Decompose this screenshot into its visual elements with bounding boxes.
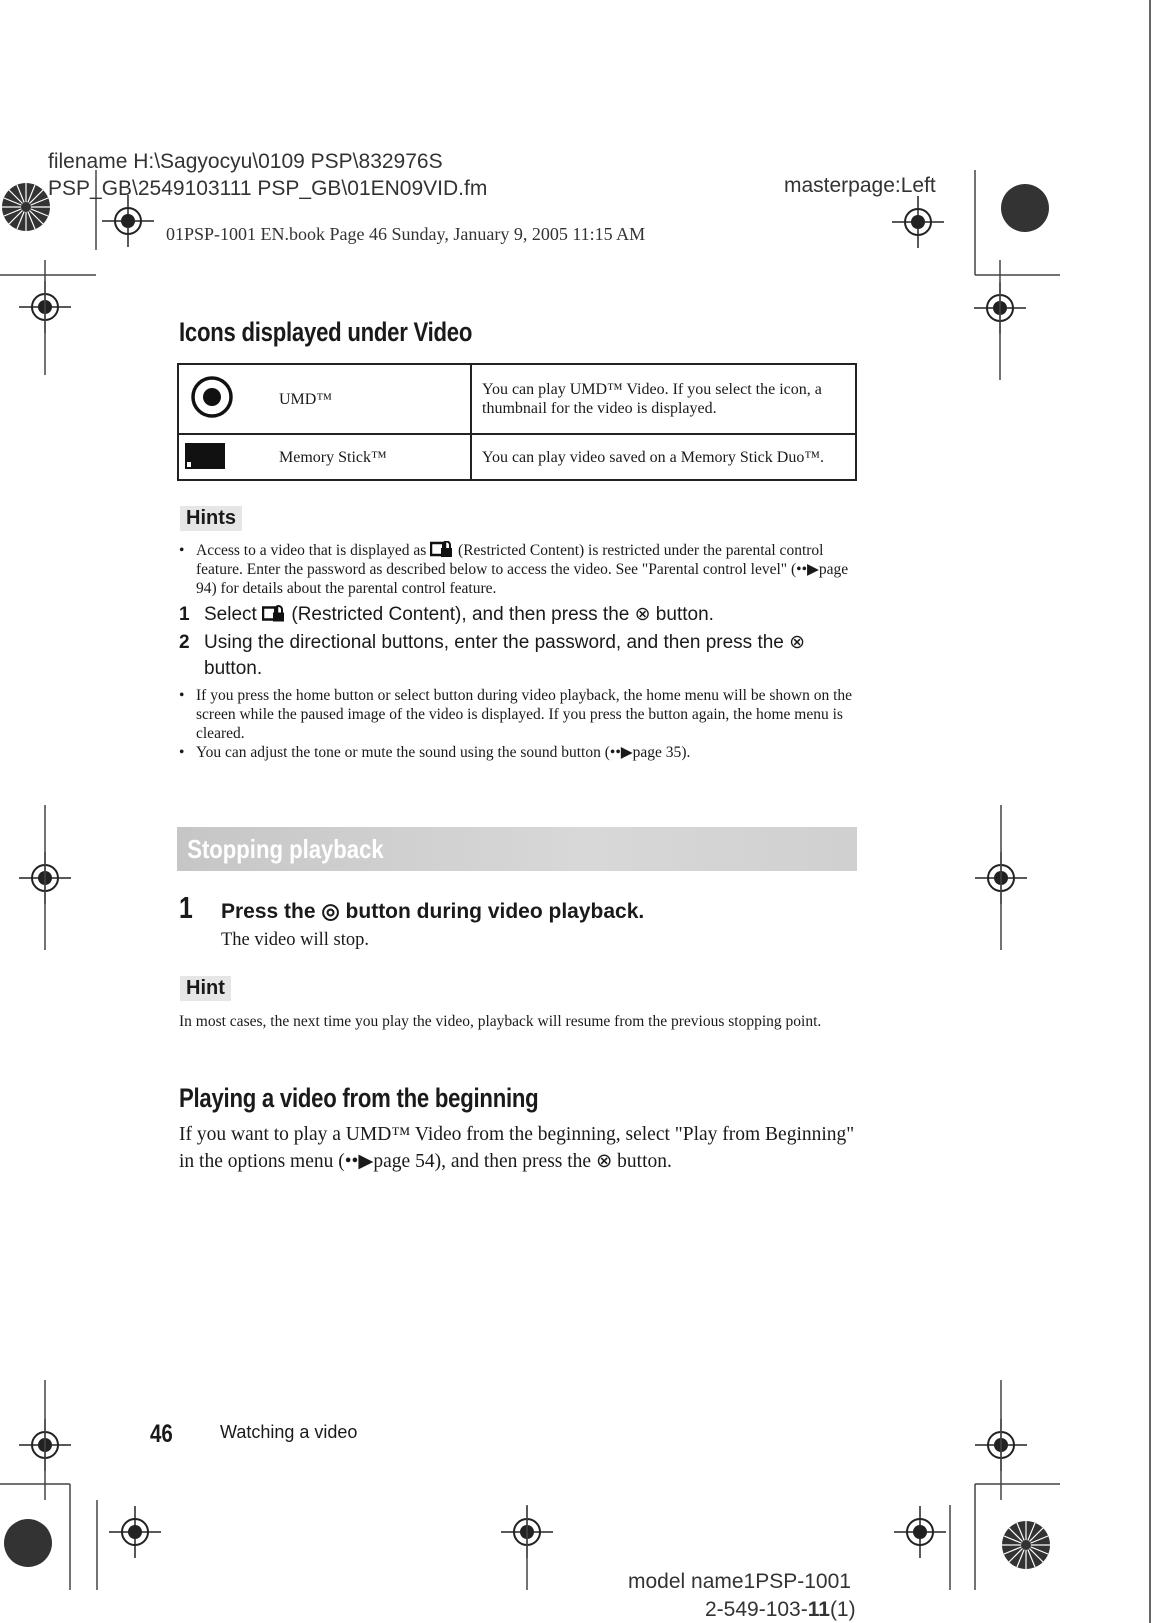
icon-name-cell: UMD™	[245, 364, 471, 434]
hint-text: ) for details about the parental control feature.	[211, 580, 497, 597]
page-number: 46	[150, 1420, 173, 1448]
hints-block	[179, 541, 859, 762]
hint-tag: Hint	[180, 976, 231, 1001]
icon-cell	[178, 434, 245, 480]
list-item	[179, 541, 859, 598]
restricted-content-icon	[262, 605, 286, 622]
hint-text: You can adjust the tone or mute the sound using the sound button (	[196, 744, 610, 761]
table-row	[178, 364, 856, 434]
step-number: 2	[179, 632, 190, 653]
icon-description-cell: You can play video saved on a Memory Stick Duo™.	[471, 434, 856, 480]
memory-stick-icon	[185, 440, 225, 470]
page-reference: page 54	[373, 1151, 435, 1172]
registration-sunburst-icon	[1002, 1521, 1050, 1569]
step-number: 1	[179, 890, 193, 925]
registration-dot-icon	[4, 1519, 52, 1567]
icon-description-cell: You can play UMD™ Video. If you select the icon, a thumbnail for the video is displayed.	[471, 364, 856, 434]
hints-tag: Hints	[180, 506, 242, 531]
stopping-hint-text: In most cases, the next time you play the video, playback will resume from the previous stopping point.	[179, 1013, 822, 1030]
umd-disc-icon	[190, 375, 234, 419]
restricted-content-icon	[430, 541, 454, 557]
icon-cell	[178, 364, 245, 434]
registration-sunburst-icon	[2, 183, 50, 231]
code-prefix: 2-549-103-	[705, 1598, 808, 1621]
book-info-line: 01PSP-1001 EN.book Page 46 Sunday, January 9, 2005 11:15 AM	[166, 224, 646, 244]
section-title-icons: Icons displayed under Video	[179, 317, 473, 347]
filename-line-1: filename H:\Sagyocyu\0109 PSP\832976S	[48, 150, 443, 173]
paragraph-text: ), and then press the ⊗ button.	[434, 1151, 672, 1172]
step-number: 1	[179, 604, 190, 625]
stopping-step-result: The video will stop.	[221, 930, 369, 950]
table-row	[178, 434, 856, 480]
stopping-step-text: Press the ◎ button during video playback.	[221, 900, 645, 923]
hints-list-2	[179, 686, 859, 762]
list-item: • If you press the home button or select button during video playback, the home menu will be shown on the screen while the paused image of the video is displayed. If you press the button again, the home menu is cleared.	[179, 686, 859, 743]
icons-table	[177, 363, 857, 481]
hint-step-2	[179, 630, 859, 682]
registration-crosshair-icon	[109, 1506, 161, 1558]
hint-text: (Restricted Content) is restricted under the parental control feature. Enter the password as described below to access the video. See "Parental control level" (	[196, 542, 824, 578]
banner-title: Stopping playback	[187, 834, 384, 864]
hint-text: Access to a video that is displayed as	[196, 542, 427, 559]
paragraph-text: If you want to play a UMD™ Video from the beginning, select "Play from Beginning" in the options menu (	[179, 1124, 855, 1172]
filename-line-2: PSP_GB\2549103111 PSP_GB\01EN09VID.fm	[48, 177, 488, 200]
hint-label	[180, 976, 231, 1001]
hints-list	[179, 541, 859, 598]
playing-paragraph	[179, 1121, 859, 1175]
code-bold: 11	[807, 1598, 830, 1621]
masterpage-label: masterpage:Left	[784, 174, 936, 197]
registration-crosshair-icon	[102, 195, 154, 247]
stopping-playback-banner	[177, 827, 857, 871]
registration-crosshair-icon	[892, 196, 944, 248]
step-text: Select	[204, 604, 257, 625]
page-arrow-icon: ••▶	[344, 1151, 374, 1172]
hint-step-1	[179, 602, 859, 628]
model-name: model name1PSP-1001	[628, 1570, 851, 1593]
page-arrow-icon: ••▶	[796, 561, 819, 578]
registration-dot-icon	[1001, 184, 1049, 232]
list-item	[179, 743, 859, 762]
page-reference: page 35	[632, 744, 682, 761]
footer-section: Watching a video	[220, 1422, 358, 1442]
code-suffix: (1)	[829, 1598, 856, 1621]
section-title-playing: Playing a video from the beginning	[179, 1083, 539, 1113]
step-text: Using the directional buttons, enter the password, and then press the ⊗ button.	[204, 632, 806, 679]
hint-text: ).	[681, 744, 691, 761]
icon-name-cell: Memory Stick™	[245, 434, 471, 480]
model-code	[705, 1598, 856, 1622]
page-arrow-icon: ••▶	[609, 744, 633, 761]
page-reference: page 94	[196, 561, 849, 597]
step-text: (Restricted Content), and then press the ⊗ button.	[291, 604, 714, 625]
hints-label	[180, 506, 242, 531]
registration-crosshair-icon	[894, 1506, 946, 1558]
